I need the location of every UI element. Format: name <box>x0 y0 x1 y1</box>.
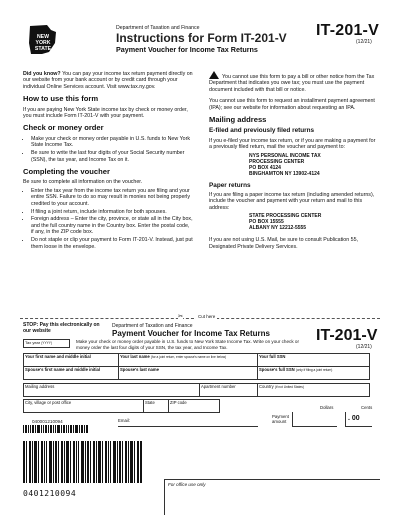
spouse-first-name-field[interactable]: Spouse's first name and middle initial <box>24 367 119 380</box>
voucher-city-table <box>23 399 220 413</box>
complete-heading: Completing the voucher <box>23 166 110 176</box>
payment-dollars-field[interactable] <box>292 412 337 427</box>
office-use-box: For office use only <box>164 479 380 515</box>
state-field[interactable]: State <box>144 400 169 413</box>
voucher-revision: (12/21) <box>356 344 372 350</box>
department-name: Department of Taxation and Finance <box>116 25 200 31</box>
last-name-field[interactable]: Your last name (for a joint return, enter spouse's name on line below) <box>119 354 258 367</box>
spouse-last-name-field[interactable]: Spouse's last name <box>119 367 258 380</box>
country-field[interactable]: Country (if not United States) <box>258 384 370 397</box>
instructions-left-column <box>23 71 193 253</box>
svg-text:STATE: STATE <box>34 46 52 52</box>
how-text: If you are paying New York State income tax by check or money order, you must include Form IT-201-V with your payment. <box>23 106 188 120</box>
warning-icon <box>209 71 219 79</box>
payment-amount-label: Payment amount <box>272 414 289 424</box>
page-subtitle: Payment Voucher for Income Tax Returns <box>116 45 258 54</box>
scissors-icon: ✂ <box>178 314 184 320</box>
paper-text: If you are filing a paper income tax return (including amended returns), include the voucher and payment with your return and mail to this address: <box>209 192 375 211</box>
how-heading: How to use this form <box>23 94 99 104</box>
form-number: IT-201-V <box>316 22 379 39</box>
voucher-address-table <box>23 383 370 397</box>
ipa-paragraph: You cannot use this form to request an installment payment agreement (IPA); see our website for information about requesting an IPA. <box>209 98 375 111</box>
mailing-address-field[interactable]: Mailing address <box>24 384 200 397</box>
list-item: • Foreign address – Enter the city, province, or state all in the City box, and the full country name in the Country box. Enter the postal code, if any, in the ZIP code box. <box>31 216 193 235</box>
page-title: Instructions for Form IT-201-V <box>116 31 287 45</box>
complete-intro: Be sure to complete all information on the voucher. <box>23 179 143 186</box>
first-name-field[interactable]: Your first name and middle initial <box>24 354 119 367</box>
voucher-department: Department of Taxation and Finance <box>112 323 193 329</box>
tax-year-field[interactable]: Tax year (YYYY) <box>23 339 70 348</box>
voucher-instruction: Make your check or money order payable in U.S. funds to New York State Income Tax. Write on your check or money order the last four digits of your SSN, the tax year, and Income Tax. <box>76 339 299 350</box>
warning-paragraph: You cannot use this form to pay a bill or other notice from the Tax Department that indicates you owe tax; you must use the payment document included with that bill or notice. <box>209 71 379 93</box>
svg-text:YORK: YORK <box>35 40 51 46</box>
city-field[interactable]: City, village or post office <box>24 400 144 413</box>
voucher-title: Payment Voucher for Income Tax Returns <box>112 329 270 338</box>
instructions-right-column <box>209 71 379 255</box>
efiled-address: NYS PERSONAL INCOME TAX PROCESSING CENTER PO BOX 4124 BINGHAMTON NY 13902-4124 <box>249 152 321 177</box>
voucher-fields-table <box>23 353 370 380</box>
nys-logo <box>27 23 59 57</box>
zip-field[interactable]: ZIP code <box>169 400 220 413</box>
svg-text:NEW: NEW <box>36 34 50 40</box>
voucher-form-number: IT-201-V <box>316 327 378 344</box>
list-item: • Make your check or money order payable in U.S. funds to New York State Income Tax. <box>31 136 193 149</box>
list-item: • Be sure to write the last four digits of your Social Security number (SSN), the tax year, and Income Tax on it. <box>31 150 193 163</box>
dollars-label: Dollars <box>320 405 334 410</box>
cents-label: Cents <box>361 405 373 410</box>
check-heading: Check or money order <box>23 123 104 133</box>
list-item: • If filing a joint return, include information for both spouses. <box>31 209 193 215</box>
efiled-text: If you e-filed your income tax return, or if you are making a payment for a previously filed return, mail the voucher and payment to: <box>209 137 376 151</box>
barcode-large-number: 0401210094 <box>23 489 77 498</box>
barcode-small <box>23 425 89 433</box>
stop-notice: STOP: Pay this electronically on our website <box>23 322 100 334</box>
ssn-field[interactable]: Your full SSN <box>258 354 370 367</box>
email-field[interactable] <box>118 426 258 427</box>
barcode-large <box>23 441 143 483</box>
check-list <box>23 136 193 163</box>
paper-address: STATE PROCESSING CENTER PO BOX 15555 ALBANY NY 12212-5555 <box>249 213 322 232</box>
spouse-ssn-field[interactable]: Spouse's full SSN (only if filing a joint return) <box>258 367 370 380</box>
apartment-field[interactable]: Apartment number <box>200 384 258 397</box>
cut-label: Cut here <box>198 314 216 319</box>
barcode-number: 040001210094 <box>32 419 63 424</box>
form-revision: (12/21) <box>356 39 372 45</box>
list-item: • Enter the tax year from the income tax return you are filing and your entire SSN. Failure to do so may result in monies not being properly credited to your account. <box>31 188 193 207</box>
payment-cents-field[interactable]: . 00 <box>345 412 372 427</box>
did-you-know: Did you know? You can pay your income tax return payment directly on our website from your bank account or by credit card through your individual Online Services account. Visit www.tax.ny.gov. <box>23 71 193 90</box>
mailing-heading: Mailing address <box>209 115 267 125</box>
private-delivery-text: If you are not using U.S. Mail, be sure to consult Publication 55, Designated Private Delivery Services. <box>209 237 358 250</box>
complete-list <box>23 188 193 250</box>
efiled-heading: E-filed and previously filed returns <box>209 127 315 135</box>
email-label: Email: <box>118 418 130 423</box>
paper-heading: Paper returns <box>209 181 251 189</box>
list-item: • Do not staple or clip your payment to Form IT-201-V. Instead, just put them loose in the envelope. <box>31 237 193 250</box>
